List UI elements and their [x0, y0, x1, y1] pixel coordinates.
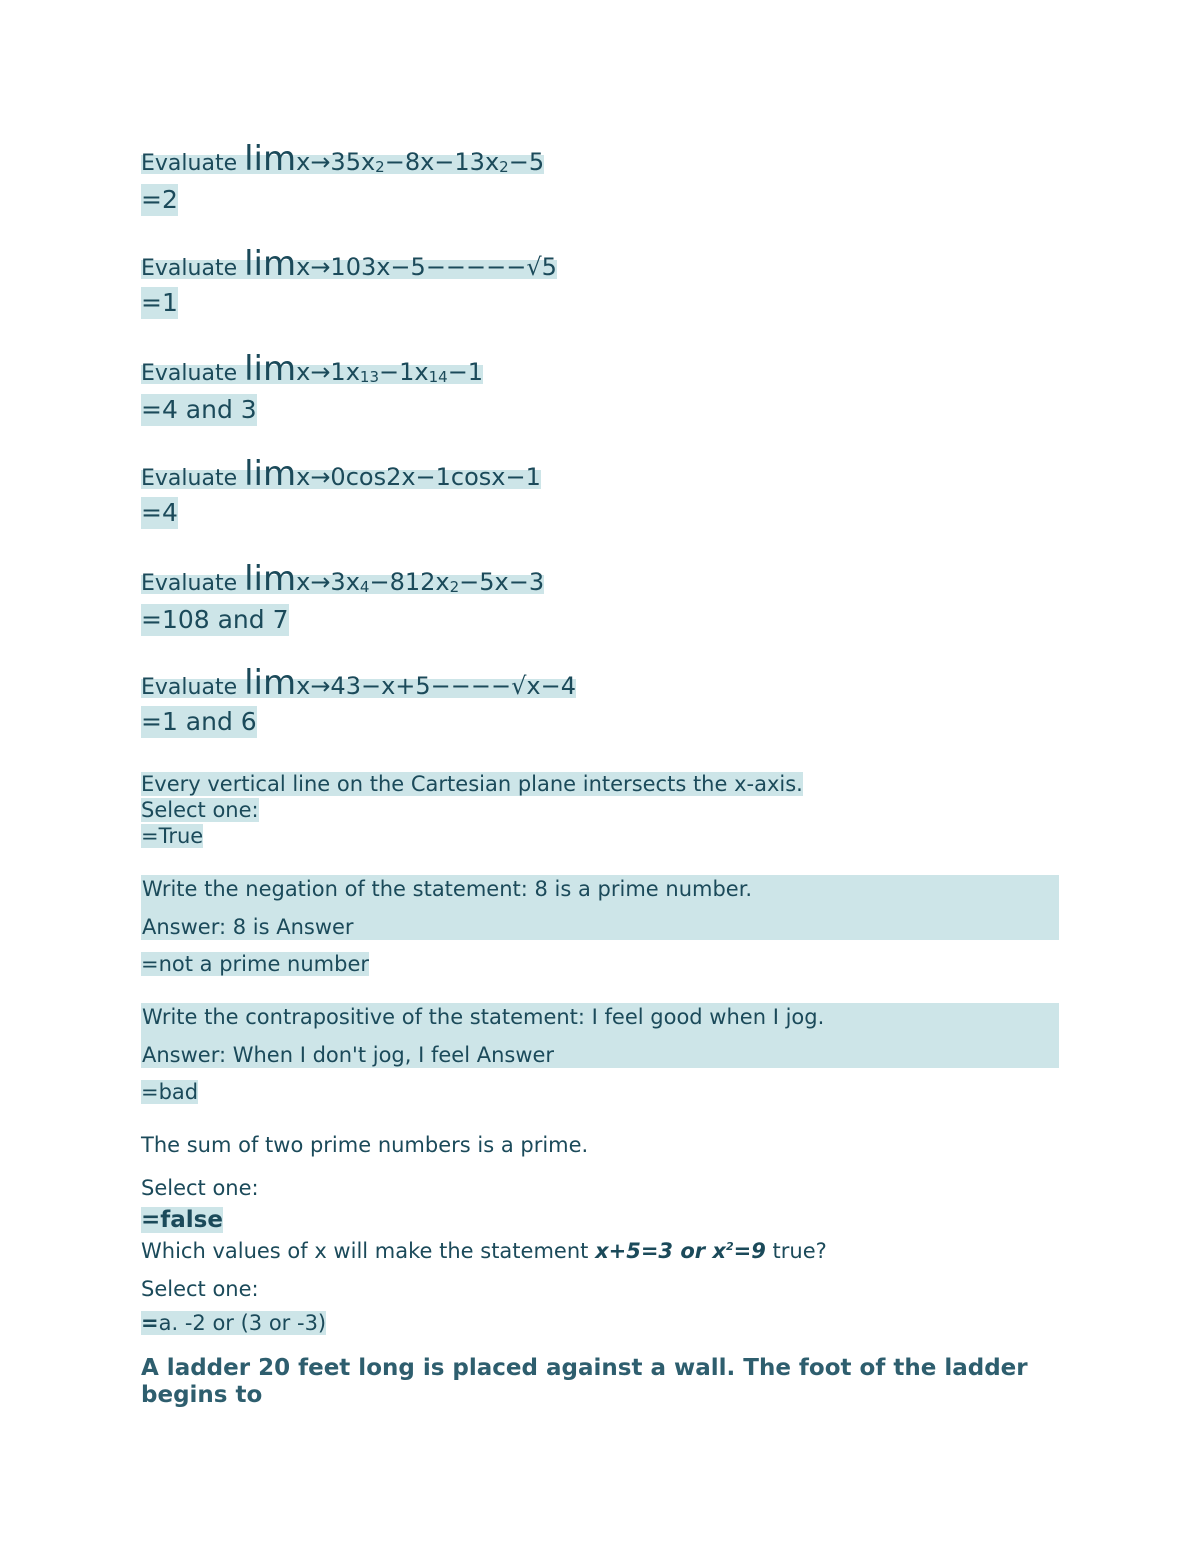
contrapositive-question: Write the contrapositive of the statement: I feel good when I jog.: [142, 1005, 825, 1029]
limit-question-4: [141, 454, 541, 529]
select-one-label: Select one:: [141, 798, 259, 822]
limit-question-2: [141, 244, 557, 319]
answer: =1: [141, 288, 178, 317]
limit-expression: x→43−x+5−−−−√x−4: [296, 672, 576, 700]
values-x-question: Which values of x will make the statement x+5=3 or $x^2=9$ true?: [141, 1239, 827, 1263]
limit-question-6: [141, 663, 576, 738]
limit-question-3: [141, 349, 484, 426]
ladder-question: A ladder 20 feet long is placed against a wall. The foot of the ladder begins to: [141, 1355, 1028, 1408]
negation-prompt: Answer: 8 is Answer: [142, 915, 354, 939]
question-prefix: Evaluate: [141, 571, 245, 596]
limit-expression: $x\to 1x_{13}-1x_{14}-1$: [296, 358, 484, 386]
negation-question: Write the negation of the statement: 8 is a prime number.: [142, 877, 753, 901]
lim-symbol: lim: [244, 454, 297, 494]
question-prefix: Evaluate: [141, 361, 245, 386]
question-prefix: Evaluate: [141, 675, 245, 700]
negation-question-box: [141, 875, 1059, 940]
limit-expression: $x\to 35x_2-8x-13x_2-5$: [296, 148, 545, 176]
answer: =2: [141, 185, 178, 214]
lim-symbol: lim: [244, 559, 297, 599]
answer: =bad: [141, 1080, 199, 1104]
question-prefix: Evaluate: [141, 256, 245, 281]
answer: =True: [141, 824, 204, 848]
answer: =108 and 7: [141, 605, 289, 634]
limit-question-5: [141, 559, 545, 636]
lim-symbol: lim: [244, 349, 297, 389]
vertical-line-question: Every vertical line on the Cartesian plane intersects the x-axis.: [141, 772, 803, 796]
limit-expression: x→0cos2x−1cosx−1: [296, 463, 541, 491]
limit-question-1: [141, 139, 545, 216]
answer: =a. -2 or (3 or -3): [141, 1311, 327, 1335]
answer: =4 and 3: [141, 395, 257, 424]
select-one-label: Select one:: [141, 1176, 259, 1200]
limit-expression: $x\to 3x_4-812x_2-5x-3$: [296, 568, 545, 596]
select-one-label: Select one:: [141, 1277, 259, 1301]
contrapositive-question-box: [141, 1003, 1059, 1068]
lim-symbol: lim: [244, 139, 297, 179]
prime-sum-question: The sum of two prime numbers is a prime.: [141, 1133, 589, 1157]
limit-expression: x→103x−5−−−−−√5: [296, 253, 557, 281]
lim-symbol: lim: [244, 244, 297, 284]
lim-symbol: lim: [244, 663, 297, 703]
answer: =not a prime number: [141, 952, 370, 976]
answer: =4: [141, 498, 178, 527]
answer: =false: [141, 1207, 223, 1233]
answer: =1 and 6: [141, 707, 257, 736]
contrapositive-prompt: Answer: When I don't jog, I feel Answer: [142, 1043, 555, 1067]
question-prefix: Evaluate: [141, 466, 245, 491]
question-prefix: Evaluate: [141, 151, 245, 176]
